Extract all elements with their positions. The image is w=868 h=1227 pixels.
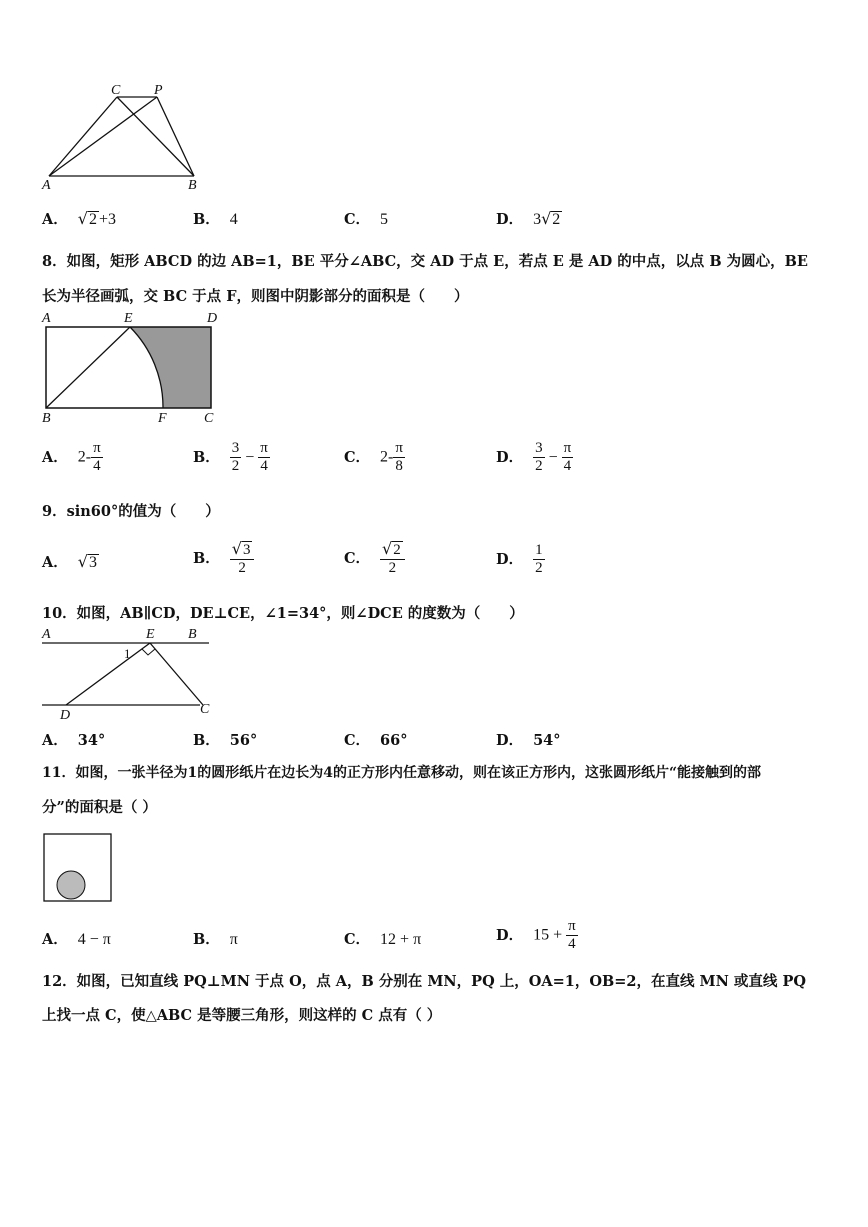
denominator: 4 — [568, 936, 576, 952]
option-prefix: 2- — [380, 448, 394, 466]
option-key: D． — [496, 732, 524, 749]
q8-label-c: C — [204, 411, 214, 426]
q11-option-c[interactable] — [344, 928, 421, 949]
option-key: D． — [496, 926, 524, 944]
option-key: B． — [193, 549, 220, 567]
denominator: 2 — [388, 560, 397, 576]
q10-label-e: E — [146, 627, 155, 642]
q7-option-d[interactable]: D． 3√2 — [496, 209, 561, 228]
q10-label-d: D — [60, 708, 71, 723]
denominator: 4 — [93, 458, 101, 474]
q9-option-b[interactable]: B． $\frac{√3}{2}$ — [193, 540, 254, 577]
option-value: 34° — [77, 732, 106, 749]
option-key: B． — [193, 448, 220, 466]
q7-label-b: B — [188, 178, 197, 193]
q11-option-d[interactable] — [496, 918, 578, 953]
numerator: 3 — [231, 440, 240, 456]
option-value: 4 − π — [77, 931, 111, 948]
denominator: 2 — [231, 458, 240, 474]
numerator: π — [568, 918, 576, 934]
option-prefix: 2- — [77, 448, 92, 466]
q12-stem-line1: 12．如图，已知直线 PQ⊥MN 于点 O，点 A，B 分别在 MN，PQ 上，OA=1，OB=2，在直线 MN 或直线 PQ — [42, 973, 806, 990]
radicand: 3 — [242, 542, 251, 558]
option-value: 54° — [533, 732, 561, 749]
option-value: 66° — [380, 732, 408, 749]
q8-label-e: E — [124, 311, 133, 326]
q12-stem-line2: 上找一点 C，使△ABC 是等腰三角形，则这样的 C 点有（ ） — [42, 1007, 442, 1024]
q7-label-c: C — [111, 83, 121, 98]
q8-stem-line2: 长为半径画弧，交 BC 于点 F，则图中阴影部分的面积是（ ） — [42, 288, 469, 305]
option-key: C． — [344, 931, 371, 948]
denominator: 2 — [535, 458, 543, 474]
operator: − — [548, 448, 558, 466]
q10-label-a: A — [42, 627, 51, 642]
option-rest: +3 — [98, 211, 116, 228]
q7-option-a[interactable]: A． √2 +3 — [42, 209, 116, 228]
option-value: 5 — [380, 211, 389, 228]
radicand: 2 — [552, 211, 561, 228]
denominator: 8 — [395, 458, 403, 474]
option-key: A． — [42, 211, 68, 228]
option-value: 56° — [229, 732, 258, 749]
q8-label-b: B — [42, 411, 51, 426]
radicand: 2 — [88, 211, 97, 228]
option-key: D． — [496, 211, 524, 228]
q9-option-a[interactable]: A． √3 — [42, 552, 97, 571]
q9-stem: 9．sin60°的值为（ ） — [42, 503, 220, 520]
q11-option-b[interactable] — [193, 928, 238, 949]
q7-label-p: P — [154, 83, 163, 98]
option-key: C． — [344, 448, 371, 466]
q11-option-a[interactable] — [42, 928, 111, 949]
radicand: 3 — [88, 554, 97, 571]
operator: − — [245, 448, 255, 466]
q11-stem-line1: 11．如图，一张半径为1的圆形纸片在边长为4的正方形内任意移动，则在该正方形内，这张圆形纸片“能接触到的部 — [42, 765, 762, 781]
denominator: 2 — [238, 560, 246, 576]
q8-label-d: D — [207, 311, 218, 326]
q10-label-angle1: 1 — [124, 646, 131, 661]
denominator: 4 — [260, 458, 268, 474]
q11-paper-circle — [57, 871, 85, 899]
denominator: 4 — [563, 458, 572, 474]
q10-label-b: B — [188, 627, 197, 642]
option-key: D． — [496, 550, 524, 568]
numerator: π — [93, 440, 101, 456]
option-key: B． — [193, 732, 220, 749]
q11-stem-line2: 分”的面积是（ ） — [42, 799, 157, 816]
option-key: C． — [344, 732, 371, 749]
q8-stem-line1: 8．如图，矩形 ABCD 的边 AB=1，BE 平分∠ABC，交 AD 于点 E，若点 E 是 AD 的中点，以点 B 为圆心，BE — [42, 253, 808, 270]
q7-label-a: A — [42, 178, 51, 193]
numerator: 3 — [535, 440, 543, 456]
option-key: A． — [42, 448, 68, 466]
option-value: 4 — [229, 211, 238, 228]
numerator: π — [395, 440, 403, 456]
option-key: A． — [42, 931, 68, 948]
q10-label-c: C — [200, 702, 210, 717]
option-key: A． — [42, 732, 68, 749]
option-prefix: 15 + — [533, 926, 567, 944]
option-value: π — [229, 931, 238, 948]
option-key: D． — [496, 448, 524, 466]
option-key: A． — [42, 554, 68, 571]
numerator: π — [260, 440, 268, 456]
option-key: B． — [193, 211, 220, 228]
q9-option-c[interactable]: C． $\frac{√2}{2}$ — [344, 540, 405, 577]
option-coef: 3 — [533, 211, 542, 228]
option-key: B． — [193, 931, 220, 948]
q8-label-a: A — [42, 311, 51, 326]
option-key: C． — [344, 549, 371, 567]
q10-stem: 10．如图，AB∥CD，DE⊥CE，∠1=34°，则∠DCE 的度数为（ ） — [42, 605, 524, 622]
numerator: 1 — [535, 542, 543, 558]
denominator: 2 — [535, 560, 543, 576]
q8-label-f: F — [158, 411, 167, 426]
option-key: C． — [344, 211, 371, 228]
radicand: 2 — [393, 542, 401, 558]
option-value: 12 + π — [380, 931, 422, 948]
numerator: π — [563, 440, 572, 456]
